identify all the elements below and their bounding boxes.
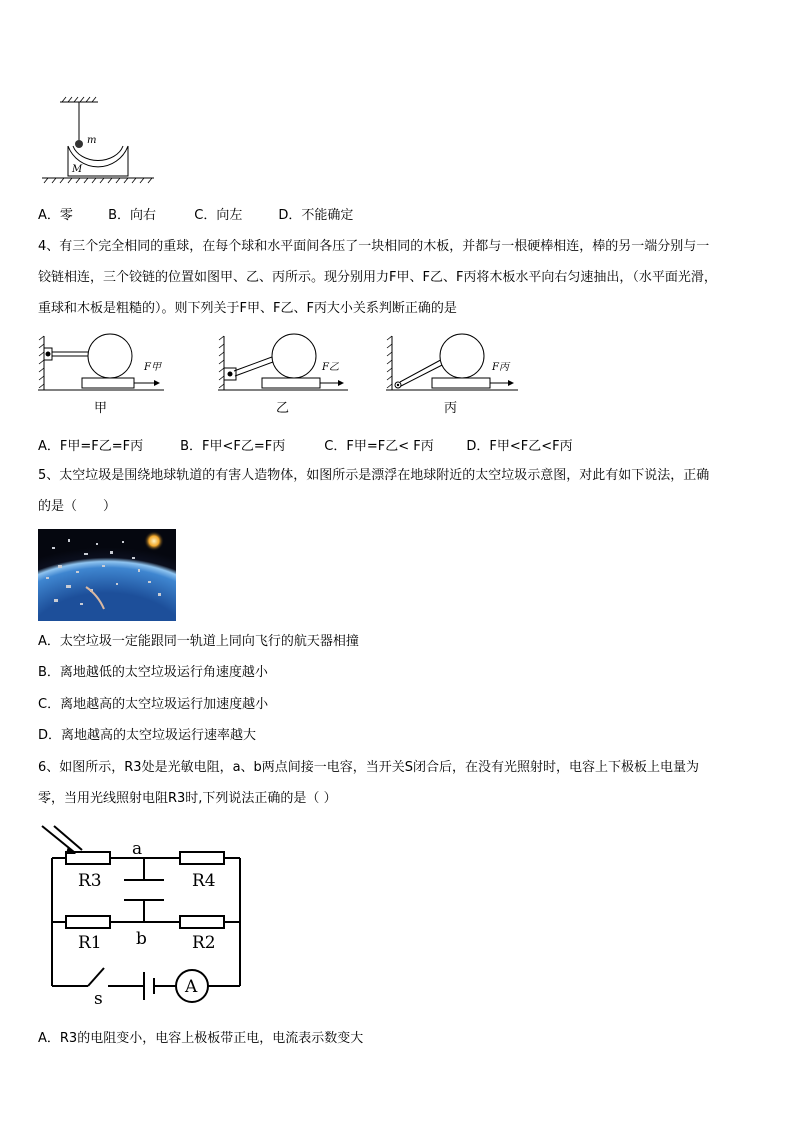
q4-option-c[interactable]: C．F甲=F乙< F丙 [324, 439, 434, 454]
force-label-yi: F乙 [322, 362, 339, 373]
q4-stem-line-2: 铰链相连，三个铰链的位置如图甲、乙、丙所示。现分别用力F甲、F乙、F丙将木板水平向右匀速抽出，（水平面光滑， [38, 270, 717, 285]
q5-option-a[interactable]: A．太空垃圾一定能跟同一轨道上同向飞行的航天器相撞 [38, 634, 359, 649]
mass-m-label: m [87, 135, 97, 146]
q5-option-c[interactable]: C．离地越高的太空垃圾运行加速度越小 [38, 697, 269, 712]
mass-M-label: M [72, 164, 83, 175]
q4-option-a[interactable]: A．F甲=F乙=F丙 [38, 439, 144, 454]
figure-label-jia: 甲 [94, 401, 108, 416]
q5-stem-line-1: 5、太空垃圾是围绕地球轨道的有害人造物体，如图所示是漂浮在地球附近的太空垃圾示意图，对此有如下说法，正确 [38, 468, 710, 483]
force-label-bing: F丙 [492, 362, 509, 373]
q4-figure-yi [218, 330, 348, 416]
q3-options [38, 208, 353, 224]
pendulum-bowl-figure [38, 96, 158, 186]
q3-option-b[interactable]: B．向右 [108, 208, 157, 223]
circuit-label-r4: R4 [192, 871, 216, 891]
q5-option-b[interactable]: B．离地越低的太空垃圾运行角速度越小 [38, 665, 268, 680]
q4-stem-line-1: 4、有三个完全相同的重球，在每个球和水平面间各压了一块相同的木板，并都与一根硬棒相连，棒的另一端分别与一 [38, 239, 710, 254]
q6-circuit-diagram [38, 822, 252, 1008]
q4-options [38, 439, 573, 455]
q4-option-d[interactable]: D．F甲<F乙<F丙 [466, 439, 573, 454]
q4-figure-bing [386, 330, 518, 416]
force-label-jia: F甲 [144, 362, 161, 373]
circuit-label-a: a [132, 839, 143, 859]
q4-figure-jia [38, 330, 164, 416]
circuit-label-r2: R2 [192, 933, 216, 953]
q6-stem-line-2: 零，当用光线照射电阻R3时,下列说法正确的是（ ） [38, 791, 337, 806]
q3-option-c[interactable]: C．向左 [194, 208, 243, 223]
q4-option-b[interactable]: B．F甲<F乙=F丙 [180, 439, 286, 454]
space-debris-image [38, 529, 176, 621]
circuit-label-b: b [136, 929, 147, 949]
q3-option-a[interactable]: A．零 [38, 208, 73, 223]
circuit-label-r3: R3 [78, 871, 102, 891]
q5-option-d[interactable]: D．离地越高的太空垃圾运行速率越大 [38, 728, 257, 743]
circuit-label-switch-s: s [94, 989, 103, 1008]
figure-label-bing: 丙 [444, 401, 458, 416]
circuit-label-ammeter: A [185, 977, 198, 997]
q5-stem-line-2: 的是（ ） [38, 499, 117, 514]
q6-stem-line-1: 6、如图所示，R3处是光敏电阻，a、b两点间接一电容，当开关S闭合后，在没有光照射时，电容上下极板上电量为 [38, 760, 700, 775]
q3-option-d[interactable]: D．不能确定 [278, 208, 354, 223]
circuit-label-r1: R1 [78, 933, 102, 953]
figure-label-yi: 乙 [276, 401, 290, 416]
q6-option-a[interactable]: A．R3的电阻变小，电容上极板带正电，电流表示数变大 [38, 1031, 364, 1046]
q4-stem-line-3: 重球和木板是粗糙的）。则下列关于F甲、F乙、F丙大小关系判断正确的是 [38, 301, 457, 316]
